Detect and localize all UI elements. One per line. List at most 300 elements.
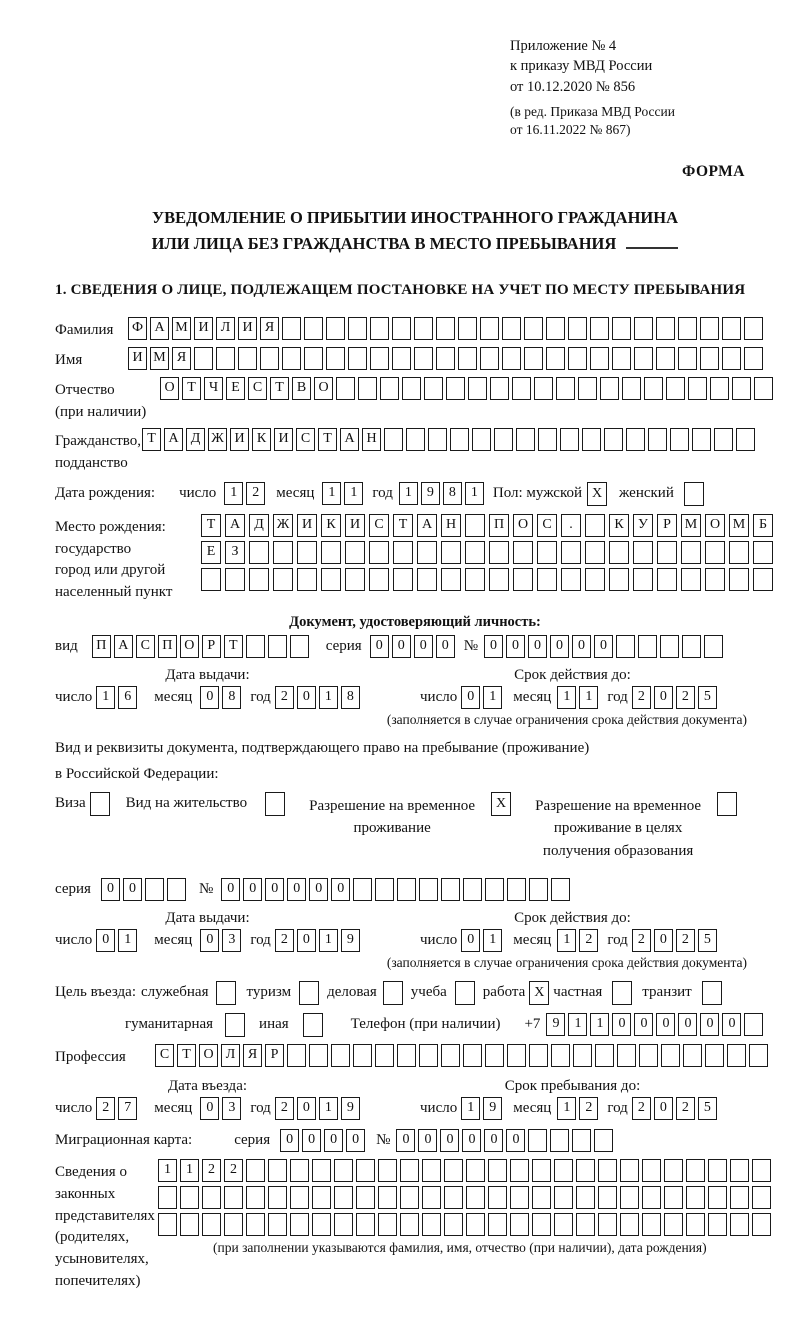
char-cell[interactable]: [729, 541, 749, 564]
char-cell[interactable]: [458, 317, 477, 340]
char-cell[interactable]: В: [292, 377, 311, 400]
char-cell[interactable]: 1: [557, 686, 576, 709]
char-cell[interactable]: 0: [396, 1129, 415, 1152]
char-cell[interactable]: [282, 317, 301, 340]
char-cell[interactable]: [537, 541, 557, 564]
char-cell[interactable]: [510, 1186, 529, 1209]
char-cell[interactable]: Т: [224, 635, 243, 658]
char-cell[interactable]: [546, 347, 565, 370]
char-cell[interactable]: [353, 878, 372, 901]
char-cell[interactable]: [753, 568, 773, 591]
char-cell[interactable]: Е: [226, 377, 245, 400]
char-cell[interactable]: 0: [436, 635, 455, 658]
char-cell[interactable]: [600, 377, 619, 400]
char-cell[interactable]: 0: [221, 878, 240, 901]
char-cell[interactable]: [529, 878, 548, 901]
char-cell[interactable]: [282, 347, 301, 370]
char-cell[interactable]: [312, 1186, 331, 1209]
char-cell[interactable]: [752, 1213, 771, 1236]
char-cell[interactable]: [370, 347, 389, 370]
char-cell[interactable]: 0: [370, 635, 389, 658]
char-cell[interactable]: [249, 541, 269, 564]
char-cell[interactable]: [348, 317, 367, 340]
char-cell[interactable]: [356, 1213, 375, 1236]
char-cell[interactable]: [639, 1044, 658, 1067]
char-cell[interactable]: [400, 1213, 419, 1236]
char-cell[interactable]: [419, 1044, 438, 1067]
char-cell[interactable]: 2: [676, 1097, 695, 1120]
char-cell[interactable]: [465, 541, 485, 564]
char-cell[interactable]: Р: [265, 1044, 284, 1067]
char-cell[interactable]: [616, 635, 635, 658]
char-cell[interactable]: [466, 1213, 485, 1236]
purpose-other-checkbox[interactable]: [303, 1013, 323, 1037]
char-cell[interactable]: 0: [484, 1129, 503, 1152]
char-cell[interactable]: [638, 635, 657, 658]
char-cell[interactable]: 5: [698, 1097, 717, 1120]
char-cell[interactable]: [417, 568, 437, 591]
char-cell[interactable]: [345, 541, 365, 564]
char-cell[interactable]: [752, 1186, 771, 1209]
char-cell[interactable]: Т: [393, 514, 413, 537]
char-cell[interactable]: 2: [632, 1097, 651, 1120]
char-cell[interactable]: [268, 635, 287, 658]
char-cell[interactable]: [249, 568, 269, 591]
char-cell[interactable]: Т: [318, 428, 337, 451]
char-cell[interactable]: [683, 1044, 702, 1067]
char-cell[interactable]: [480, 347, 499, 370]
char-cell[interactable]: [369, 541, 389, 564]
char-cell[interactable]: [722, 317, 741, 340]
char-cell[interactable]: [576, 1213, 595, 1236]
char-cell[interactable]: 1: [344, 482, 363, 505]
char-cell[interactable]: [468, 377, 487, 400]
char-cell[interactable]: [260, 347, 279, 370]
char-cell[interactable]: 1: [557, 929, 576, 952]
char-cell[interactable]: [516, 428, 535, 451]
char-cell[interactable]: 0: [461, 686, 480, 709]
char-cell[interactable]: [465, 568, 485, 591]
char-cell[interactable]: [554, 1213, 573, 1236]
char-cell[interactable]: [463, 878, 482, 901]
char-cell[interactable]: [334, 1213, 353, 1236]
char-cell[interactable]: 2: [632, 929, 651, 952]
char-cell[interactable]: [556, 377, 575, 400]
char-cell[interactable]: [744, 317, 763, 340]
char-cell[interactable]: Т: [201, 514, 221, 537]
char-cell[interactable]: 7: [118, 1097, 137, 1120]
char-cell[interactable]: [598, 1186, 617, 1209]
char-cell[interactable]: [194, 347, 213, 370]
char-cell[interactable]: 0: [280, 1129, 299, 1152]
char-cell[interactable]: [458, 347, 477, 370]
char-cell[interactable]: [180, 1213, 199, 1236]
char-cell[interactable]: [502, 317, 521, 340]
char-cell[interactable]: [648, 428, 667, 451]
char-cell[interactable]: [202, 1213, 221, 1236]
char-cell[interactable]: 2: [579, 1097, 598, 1120]
char-cell[interactable]: 0: [612, 1013, 631, 1036]
char-cell[interactable]: [465, 514, 485, 537]
char-cell[interactable]: Д: [249, 514, 269, 537]
char-cell[interactable]: [326, 347, 345, 370]
char-cell[interactable]: [730, 1186, 749, 1209]
char-cell[interactable]: Т: [142, 428, 161, 451]
char-cell[interactable]: [590, 347, 609, 370]
char-cell[interactable]: [488, 1213, 507, 1236]
char-cell[interactable]: [345, 568, 365, 591]
char-cell[interactable]: [326, 317, 345, 340]
char-cell[interactable]: [560, 428, 579, 451]
char-cell[interactable]: 0: [634, 1013, 653, 1036]
char-cell[interactable]: [400, 1186, 419, 1209]
purpose-work-checkbox[interactable]: X: [529, 981, 549, 1005]
char-cell[interactable]: [753, 541, 773, 564]
char-cell[interactable]: Я: [260, 317, 279, 340]
char-cell[interactable]: [380, 377, 399, 400]
char-cell[interactable]: 1: [399, 482, 418, 505]
char-cell[interactable]: 0: [101, 878, 120, 901]
char-cell[interactable]: С: [369, 514, 389, 537]
char-cell[interactable]: О: [180, 635, 199, 658]
char-cell[interactable]: [422, 1213, 441, 1236]
residence-permit-checkbox[interactable]: [265, 792, 285, 816]
char-cell[interactable]: [568, 317, 587, 340]
char-cell[interactable]: А: [164, 428, 183, 451]
char-cell[interactable]: [145, 878, 164, 901]
purpose-business-checkbox[interactable]: [383, 981, 403, 1005]
char-cell[interactable]: [224, 1213, 243, 1236]
char-cell[interactable]: 0: [461, 929, 480, 952]
char-cell[interactable]: [507, 1044, 526, 1067]
char-cell[interactable]: [441, 878, 460, 901]
char-cell[interactable]: [414, 317, 433, 340]
char-cell[interactable]: [744, 1013, 763, 1036]
char-cell[interactable]: [494, 428, 513, 451]
char-cell[interactable]: [370, 317, 389, 340]
purpose-official-checkbox[interactable]: [216, 981, 236, 1005]
char-cell[interactable]: Е: [201, 541, 221, 564]
char-cell[interactable]: О: [199, 1044, 218, 1067]
char-cell[interactable]: [708, 1186, 727, 1209]
char-cell[interactable]: [710, 377, 729, 400]
char-cell[interactable]: И: [297, 514, 317, 537]
char-cell[interactable]: А: [114, 635, 133, 658]
char-cell[interactable]: [532, 1213, 551, 1236]
char-cell[interactable]: М: [150, 347, 169, 370]
char-cell[interactable]: 1: [180, 1159, 199, 1182]
char-cell[interactable]: Ж: [208, 428, 227, 451]
char-cell[interactable]: [609, 541, 629, 564]
char-cell[interactable]: [273, 568, 293, 591]
char-cell[interactable]: 1: [319, 1097, 338, 1120]
char-cell[interactable]: [309, 1044, 328, 1067]
char-cell[interactable]: [472, 428, 491, 451]
char-cell[interactable]: [422, 1186, 441, 1209]
char-cell[interactable]: 0: [123, 878, 142, 901]
char-cell[interactable]: [441, 568, 461, 591]
purpose-study-checkbox[interactable]: [455, 981, 475, 1005]
char-cell[interactable]: [595, 1044, 614, 1067]
char-cell[interactable]: 0: [528, 635, 547, 658]
char-cell[interactable]: .: [561, 514, 581, 537]
char-cell[interactable]: [744, 347, 763, 370]
char-cell[interactable]: [424, 377, 443, 400]
char-cell[interactable]: [590, 317, 609, 340]
char-cell[interactable]: [167, 878, 186, 901]
char-cell[interactable]: 2: [96, 1097, 115, 1120]
char-cell[interactable]: 5: [698, 686, 717, 709]
char-cell[interactable]: И: [238, 317, 257, 340]
char-cell[interactable]: [321, 568, 341, 591]
char-cell[interactable]: 1: [568, 1013, 587, 1036]
char-cell[interactable]: 1: [483, 686, 502, 709]
char-cell[interactable]: [353, 1044, 372, 1067]
char-cell[interactable]: [730, 1213, 749, 1236]
char-cell[interactable]: [660, 635, 679, 658]
char-cell[interactable]: [585, 568, 605, 591]
sex-female-checkbox[interactable]: [684, 482, 704, 506]
char-cell[interactable]: 0: [654, 686, 673, 709]
char-cell[interactable]: [634, 347, 653, 370]
char-cell[interactable]: [666, 377, 685, 400]
char-cell[interactable]: А: [150, 317, 169, 340]
char-cell[interactable]: [657, 541, 677, 564]
char-cell[interactable]: [392, 347, 411, 370]
char-cell[interactable]: 1: [322, 482, 341, 505]
char-cell[interactable]: 1: [319, 929, 338, 952]
char-cell[interactable]: [708, 1213, 727, 1236]
char-cell[interactable]: [656, 347, 675, 370]
char-cell[interactable]: [633, 568, 653, 591]
char-cell[interactable]: [604, 428, 623, 451]
char-cell[interactable]: 0: [302, 1129, 321, 1152]
char-cell[interactable]: И: [194, 317, 213, 340]
char-cell[interactable]: Р: [202, 635, 221, 658]
char-cell[interactable]: [529, 1044, 548, 1067]
char-cell[interactable]: [626, 428, 645, 451]
char-cell[interactable]: 1: [319, 686, 338, 709]
char-cell[interactable]: 2: [676, 686, 695, 709]
char-cell[interactable]: Т: [182, 377, 201, 400]
char-cell[interactable]: Ф: [128, 317, 147, 340]
char-cell[interactable]: 0: [506, 1129, 525, 1152]
char-cell[interactable]: [617, 1044, 636, 1067]
char-cell[interactable]: 8: [222, 686, 241, 709]
char-cell[interactable]: [688, 377, 707, 400]
char-cell[interactable]: [656, 317, 675, 340]
char-cell[interactable]: К: [252, 428, 271, 451]
char-cell[interactable]: [681, 568, 701, 591]
char-cell[interactable]: [582, 428, 601, 451]
char-cell[interactable]: 2: [632, 686, 651, 709]
char-cell[interactable]: [441, 1044, 460, 1067]
char-cell[interactable]: [554, 1186, 573, 1209]
char-cell[interactable]: [334, 1186, 353, 1209]
char-cell[interactable]: 3: [222, 929, 241, 952]
temp-residence-checkbox[interactable]: X: [491, 792, 511, 816]
char-cell[interactable]: 2: [275, 1097, 294, 1120]
char-cell[interactable]: О: [314, 377, 333, 400]
char-cell[interactable]: З: [225, 541, 245, 564]
char-cell[interactable]: 9: [546, 1013, 565, 1036]
char-cell[interactable]: 0: [572, 635, 591, 658]
char-cell[interactable]: [612, 317, 631, 340]
char-cell[interactable]: 0: [414, 635, 433, 658]
char-cell[interactable]: [705, 1044, 724, 1067]
char-cell[interactable]: 0: [506, 635, 525, 658]
char-cell[interactable]: 0: [309, 878, 328, 901]
char-cell[interactable]: 0: [297, 686, 316, 709]
char-cell[interactable]: [312, 1213, 331, 1236]
char-cell[interactable]: [297, 568, 317, 591]
char-cell[interactable]: [397, 878, 416, 901]
char-cell[interactable]: С: [537, 514, 557, 537]
char-cell[interactable]: [534, 377, 553, 400]
char-cell[interactable]: П: [158, 635, 177, 658]
char-cell[interactable]: 0: [654, 1097, 673, 1120]
char-cell[interactable]: С: [296, 428, 315, 451]
char-cell[interactable]: 0: [243, 878, 262, 901]
char-cell[interactable]: 6: [118, 686, 137, 709]
char-cell[interactable]: [664, 1186, 683, 1209]
char-cell[interactable]: С: [248, 377, 267, 400]
char-cell[interactable]: [576, 1186, 595, 1209]
char-cell[interactable]: [507, 878, 526, 901]
char-cell[interactable]: [216, 347, 235, 370]
char-cell[interactable]: Р: [657, 514, 677, 537]
char-cell[interactable]: [585, 541, 605, 564]
char-cell[interactable]: [538, 428, 557, 451]
char-cell[interactable]: Л: [216, 317, 235, 340]
char-cell[interactable]: А: [340, 428, 359, 451]
char-cell[interactable]: 0: [392, 635, 411, 658]
char-cell[interactable]: [290, 635, 309, 658]
char-cell[interactable]: [304, 347, 323, 370]
char-cell[interactable]: [727, 1044, 746, 1067]
char-cell[interactable]: О: [160, 377, 179, 400]
char-cell[interactable]: [290, 1186, 309, 1209]
char-cell[interactable]: 0: [200, 686, 219, 709]
char-cell[interactable]: [238, 347, 257, 370]
char-cell[interactable]: [686, 1213, 705, 1236]
char-cell[interactable]: 1: [579, 686, 598, 709]
char-cell[interactable]: Я: [172, 347, 191, 370]
char-cell[interactable]: [598, 1213, 617, 1236]
char-cell[interactable]: [414, 347, 433, 370]
char-cell[interactable]: 1: [158, 1159, 177, 1182]
char-cell[interactable]: А: [225, 514, 245, 537]
char-cell[interactable]: [268, 1186, 287, 1209]
char-cell[interactable]: А: [417, 514, 437, 537]
char-cell[interactable]: [444, 1213, 463, 1236]
char-cell[interactable]: О: [705, 514, 725, 537]
char-cell[interactable]: 0: [200, 929, 219, 952]
char-cell[interactable]: 2: [202, 1159, 221, 1182]
char-cell[interactable]: [633, 541, 653, 564]
char-cell[interactable]: Д: [186, 428, 205, 451]
char-cell[interactable]: [436, 317, 455, 340]
purpose-humanitarian-checkbox[interactable]: [225, 1013, 245, 1037]
char-cell[interactable]: 2: [246, 482, 265, 505]
char-cell[interactable]: [466, 1186, 485, 1209]
char-cell[interactable]: [441, 541, 461, 564]
char-cell[interactable]: 0: [324, 1129, 343, 1152]
char-cell[interactable]: 1: [465, 482, 484, 505]
char-cell[interactable]: [578, 377, 597, 400]
char-cell[interactable]: 0: [297, 1097, 316, 1120]
char-cell[interactable]: 3: [222, 1097, 241, 1120]
char-cell[interactable]: [681, 541, 701, 564]
char-cell[interactable]: [490, 377, 509, 400]
char-cell[interactable]: [336, 377, 355, 400]
char-cell[interactable]: [661, 1044, 680, 1067]
char-cell[interactable]: [561, 568, 581, 591]
char-cell[interactable]: 0: [265, 878, 284, 901]
char-cell[interactable]: [384, 428, 403, 451]
char-cell[interactable]: [375, 1044, 394, 1067]
char-cell[interactable]: [297, 541, 317, 564]
char-cell[interactable]: [224, 1186, 243, 1209]
char-cell[interactable]: [568, 347, 587, 370]
char-cell[interactable]: [290, 1213, 309, 1236]
char-cell[interactable]: [419, 878, 438, 901]
char-cell[interactable]: [732, 377, 751, 400]
char-cell[interactable]: [417, 541, 437, 564]
char-cell[interactable]: [287, 1044, 306, 1067]
char-cell[interactable]: [546, 317, 565, 340]
char-cell[interactable]: К: [609, 514, 629, 537]
char-cell[interactable]: [524, 347, 543, 370]
char-cell[interactable]: К: [321, 514, 341, 537]
char-cell[interactable]: [485, 878, 504, 901]
char-cell[interactable]: [502, 347, 521, 370]
char-cell[interactable]: [561, 541, 581, 564]
char-cell[interactable]: 0: [654, 929, 673, 952]
char-cell[interactable]: Я: [243, 1044, 262, 1067]
char-cell[interactable]: [754, 377, 773, 400]
char-cell[interactable]: П: [489, 514, 509, 537]
char-cell[interactable]: [550, 1129, 569, 1152]
char-cell[interactable]: Б: [753, 514, 773, 537]
char-cell[interactable]: 0: [287, 878, 306, 901]
char-cell[interactable]: [392, 317, 411, 340]
char-cell[interactable]: [158, 1213, 177, 1236]
char-cell[interactable]: [348, 347, 367, 370]
char-cell[interactable]: [700, 317, 719, 340]
char-cell[interactable]: [358, 377, 377, 400]
char-cell[interactable]: 0: [594, 635, 613, 658]
sex-male-checkbox[interactable]: X: [587, 482, 607, 506]
char-cell[interactable]: 0: [462, 1129, 481, 1152]
char-cell[interactable]: [513, 568, 533, 591]
char-cell[interactable]: 2: [676, 929, 695, 952]
char-cell[interactable]: [393, 568, 413, 591]
char-cell[interactable]: 2: [275, 929, 294, 952]
char-cell[interactable]: [273, 541, 293, 564]
char-cell[interactable]: 1: [483, 929, 502, 952]
char-cell[interactable]: 2: [275, 686, 294, 709]
char-cell[interactable]: [678, 347, 697, 370]
char-cell[interactable]: 1: [224, 482, 243, 505]
char-cell[interactable]: [375, 878, 394, 901]
char-cell[interactable]: [397, 1044, 416, 1067]
char-cell[interactable]: 0: [678, 1013, 697, 1036]
char-cell[interactable]: [402, 377, 421, 400]
char-cell[interactable]: [393, 541, 413, 564]
char-cell[interactable]: [573, 1044, 592, 1067]
char-cell[interactable]: [463, 1044, 482, 1067]
